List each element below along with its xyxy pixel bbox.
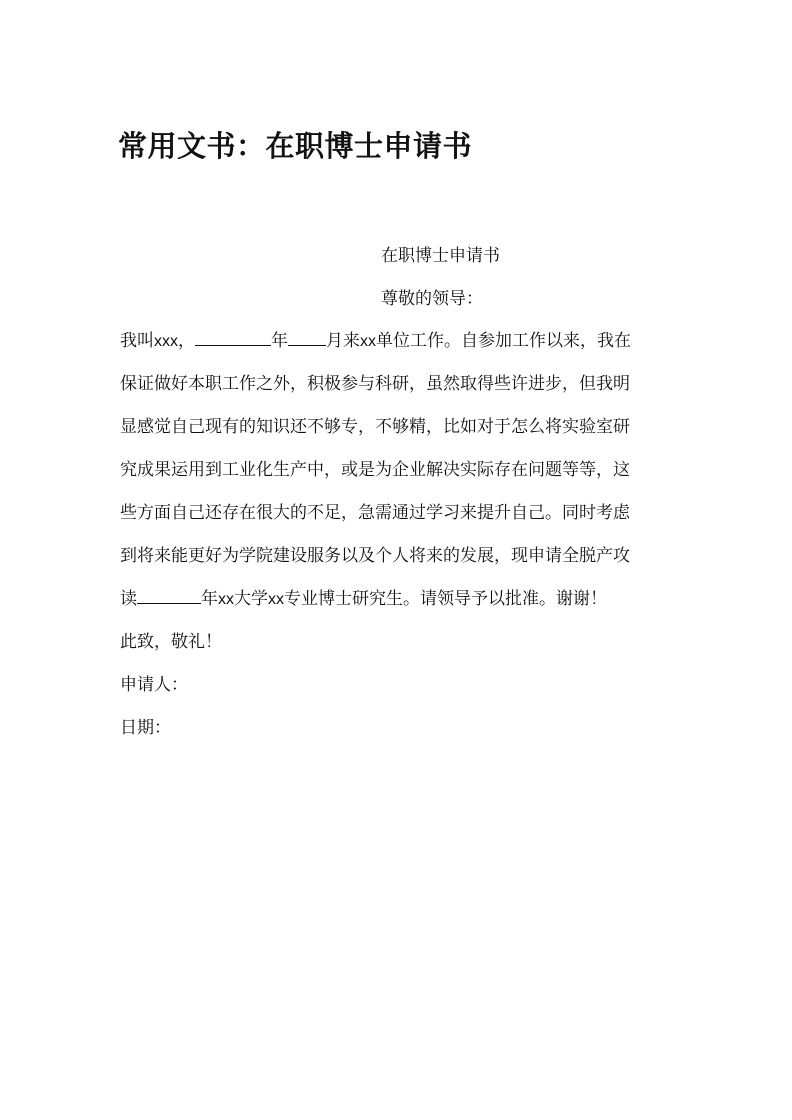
body-line-1 xyxy=(120,326,631,351)
closing: 此致，敬礼！ xyxy=(120,632,222,652)
month-blank xyxy=(288,330,326,346)
text-segment: 年 xyxy=(201,589,218,609)
salutation: 尊敬的领导： xyxy=(381,289,483,309)
school-placeholder: xx xyxy=(218,591,234,608)
text-segment: 单位工作。自参加工作以来，我在 xyxy=(376,331,631,351)
body-line-2: 保证做好本职工作之外，积极参与科研，虽然取得些许进步，但我明 xyxy=(120,374,630,394)
body-line-6: 到将来能更好为学院建设服务以及个人将来的发展，现申请全脱产攻 xyxy=(120,546,630,566)
applicant-label: 申请人： xyxy=(120,675,188,695)
unit-placeholder: xx xyxy=(360,333,376,350)
body-line-4: 究成果运用到工业化生产中，或是为企业解决实际存在问题等等，这 xyxy=(120,460,630,480)
text-segment: 年 xyxy=(271,331,288,351)
text-segment: 我叫 xyxy=(120,331,154,351)
body-line-5: 些方面自己还存在很大的不足，急需通过学习来提升自己。同时考虑 xyxy=(120,503,630,523)
document-heading: 在职博士申请书 xyxy=(381,246,500,266)
date-label: 日期： xyxy=(120,718,171,738)
text-segment: 专业博士研究生。请领导予以批准。谢谢！ xyxy=(284,589,607,609)
name-placeholder: xxx xyxy=(154,333,178,350)
page-title: 常用文书：在职博士申请书 xyxy=(118,129,473,163)
text-segment: 月来 xyxy=(326,331,360,351)
major-placeholder: xx xyxy=(268,591,284,608)
text-segment: 读 xyxy=(120,589,137,609)
text-segment: ， xyxy=(178,331,195,351)
body-line-7 xyxy=(120,584,607,609)
years-blank xyxy=(137,588,201,604)
year-blank xyxy=(195,330,271,346)
text-segment: 大学 xyxy=(234,589,268,609)
body-line-3: 显感觉自己现有的知识还不够专，不够精，比如对于怎么将实验室研 xyxy=(120,417,630,437)
